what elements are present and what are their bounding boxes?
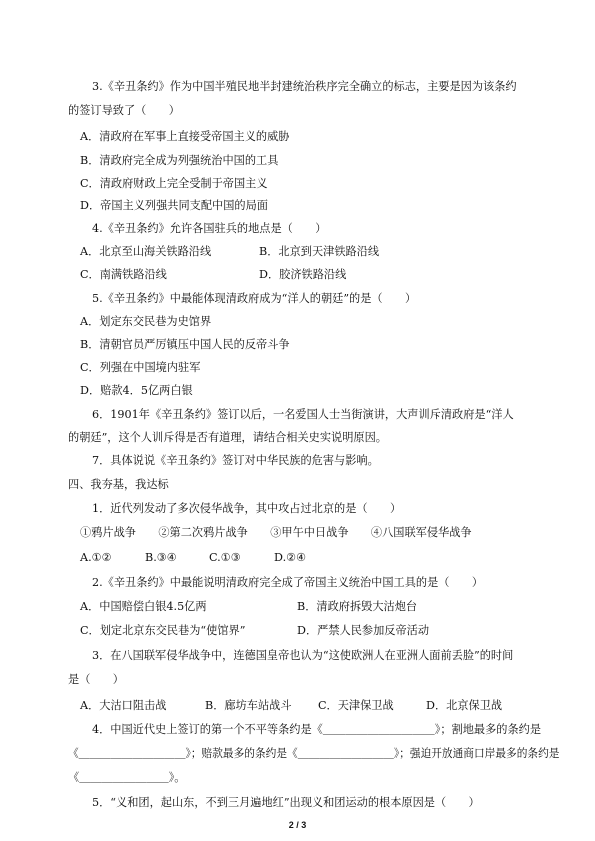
s4-q1-option-a: A.①② xyxy=(80,551,112,564)
s4-question-3-stem: 3．在八国联军侵华战争中，连德国皇帝也认为“这使欧洲人在亚洲人面前丢脸”的时间 xyxy=(92,649,514,662)
q3-option-b: B．清政府完全成为列强统治中国的工具 xyxy=(80,154,279,167)
q4-option-c: C．南满铁路沿线 xyxy=(80,268,167,281)
s4-q3-option-a: A．大沽口阻击战 xyxy=(80,699,167,712)
s4-question-4-stem: 4．中国近代史上签订的第一个不平等条约是《＿＿＿＿＿＿＿＿＿＿》；割地最多的条约是 xyxy=(92,723,542,736)
q4-option-b: B．北京到天津铁路沿线 xyxy=(259,245,380,258)
s4-q1-items: ①鸦片战争 ②第二次鸦片战争 ③甲午中日战争 ④八国联军侵华战争 xyxy=(80,526,472,539)
question-6-stem-cont: 的朝廷”，这个人训斥得是否有道理，请结合相关史实说明原因。 xyxy=(68,431,387,444)
s4-question-2-stem: 2.《辛丑条约》中最能说明清政府完全成了帝国主义统治中国工具的是（ ） xyxy=(92,576,484,589)
s4-q3-option-c: C．天津保卫战 xyxy=(318,699,394,712)
s4-question-5-stem: 5．“义和团，起山东，不到三月遍地红”出现义和团运动的根本原因是（ ） xyxy=(92,796,480,809)
s4-q3-option-d: D．北京保卫战 xyxy=(426,699,503,712)
question-5-stem: 5.《辛丑条约》中最能体现清政府成为“洋人的朝廷”的是（ ） xyxy=(92,292,417,305)
s4-q1-option-d: D.②④ xyxy=(274,551,307,564)
question-3-stem-cont: 的签订导致了（ ） xyxy=(68,104,180,117)
s4-q3-option-b: B．廊坊车站战斗 xyxy=(205,699,292,712)
s4-question-4-stem-cont: 《＿＿＿＿＿＿＿＿＿＿》；赔款最多的条约是《＿＿＿＿＿＿＿＿＿》；强迫开放通商口岸最多的条约是 xyxy=(68,747,560,760)
s4-q2-option-b: B．清政府拆毁大沽炮台 xyxy=(297,600,418,613)
q5-option-d: D．赔款4．5亿两白银 xyxy=(80,384,193,397)
question-7-stem: 7．具体说说《辛丑条约》签订对中华民族的危害与影响。 xyxy=(92,454,379,467)
s4-q1-option-b: B.③④ xyxy=(145,551,177,564)
q4-option-d: D．胶济铁路沿线 xyxy=(259,268,347,281)
question-6-stem: 6．1901年《辛丑条约》签订以后，一名爱国人士当街演讲，大声训斥清政府是“洋人 xyxy=(92,408,514,421)
s4-question-1-stem: 1．近代列发动了多次侵华战争，其中攻占过北京的是（ ） xyxy=(92,502,402,515)
s4-question-3-stem-cont: 是（ ） xyxy=(68,673,124,686)
s4-question-4-stem-end: 《＿＿＿＿＿＿＿＿》。 xyxy=(68,771,186,784)
q4-option-a: A．北京至山海关铁路沿线 xyxy=(80,245,212,258)
page-number: 2 / 3 xyxy=(288,820,307,830)
question-3-stem: 3.《辛丑条约》作为中国半殖民地半封建统治秩序完全确立的标志，主要是因为该条约 xyxy=(92,80,517,93)
section-4-heading: 四、我夯基，我达标 xyxy=(68,478,169,491)
q5-option-b: B．清朝官员严厉镇压中国人民的反帝斗争 xyxy=(80,338,290,351)
q5-option-c: C．列强在中国境内驻军 xyxy=(80,361,201,374)
q3-option-c: C．清政府财政上完全受制于帝国主义 xyxy=(80,177,268,190)
s4-q1-option-c: C.①③ xyxy=(209,551,241,564)
q3-option-d: D．帝国主义列强共同支配中国的局面 xyxy=(80,199,268,212)
s4-q2-option-d: D．严禁人民参加反帝活动 xyxy=(297,624,430,637)
q5-option-a: A．划定东交民巷为史馆界 xyxy=(80,315,212,328)
q3-option-a: A．清政府在军事上直接受帝国主义的威胁 xyxy=(80,130,290,143)
question-4-stem: 4.《辛丑条约》允许各国驻兵的地点是（ ） xyxy=(92,222,327,235)
s4-q2-option-c: C．划定北京东交民巷为“使馆界” xyxy=(80,624,246,637)
s4-q2-option-a: A．中国赔偿白银4.5亿两 xyxy=(80,600,207,613)
